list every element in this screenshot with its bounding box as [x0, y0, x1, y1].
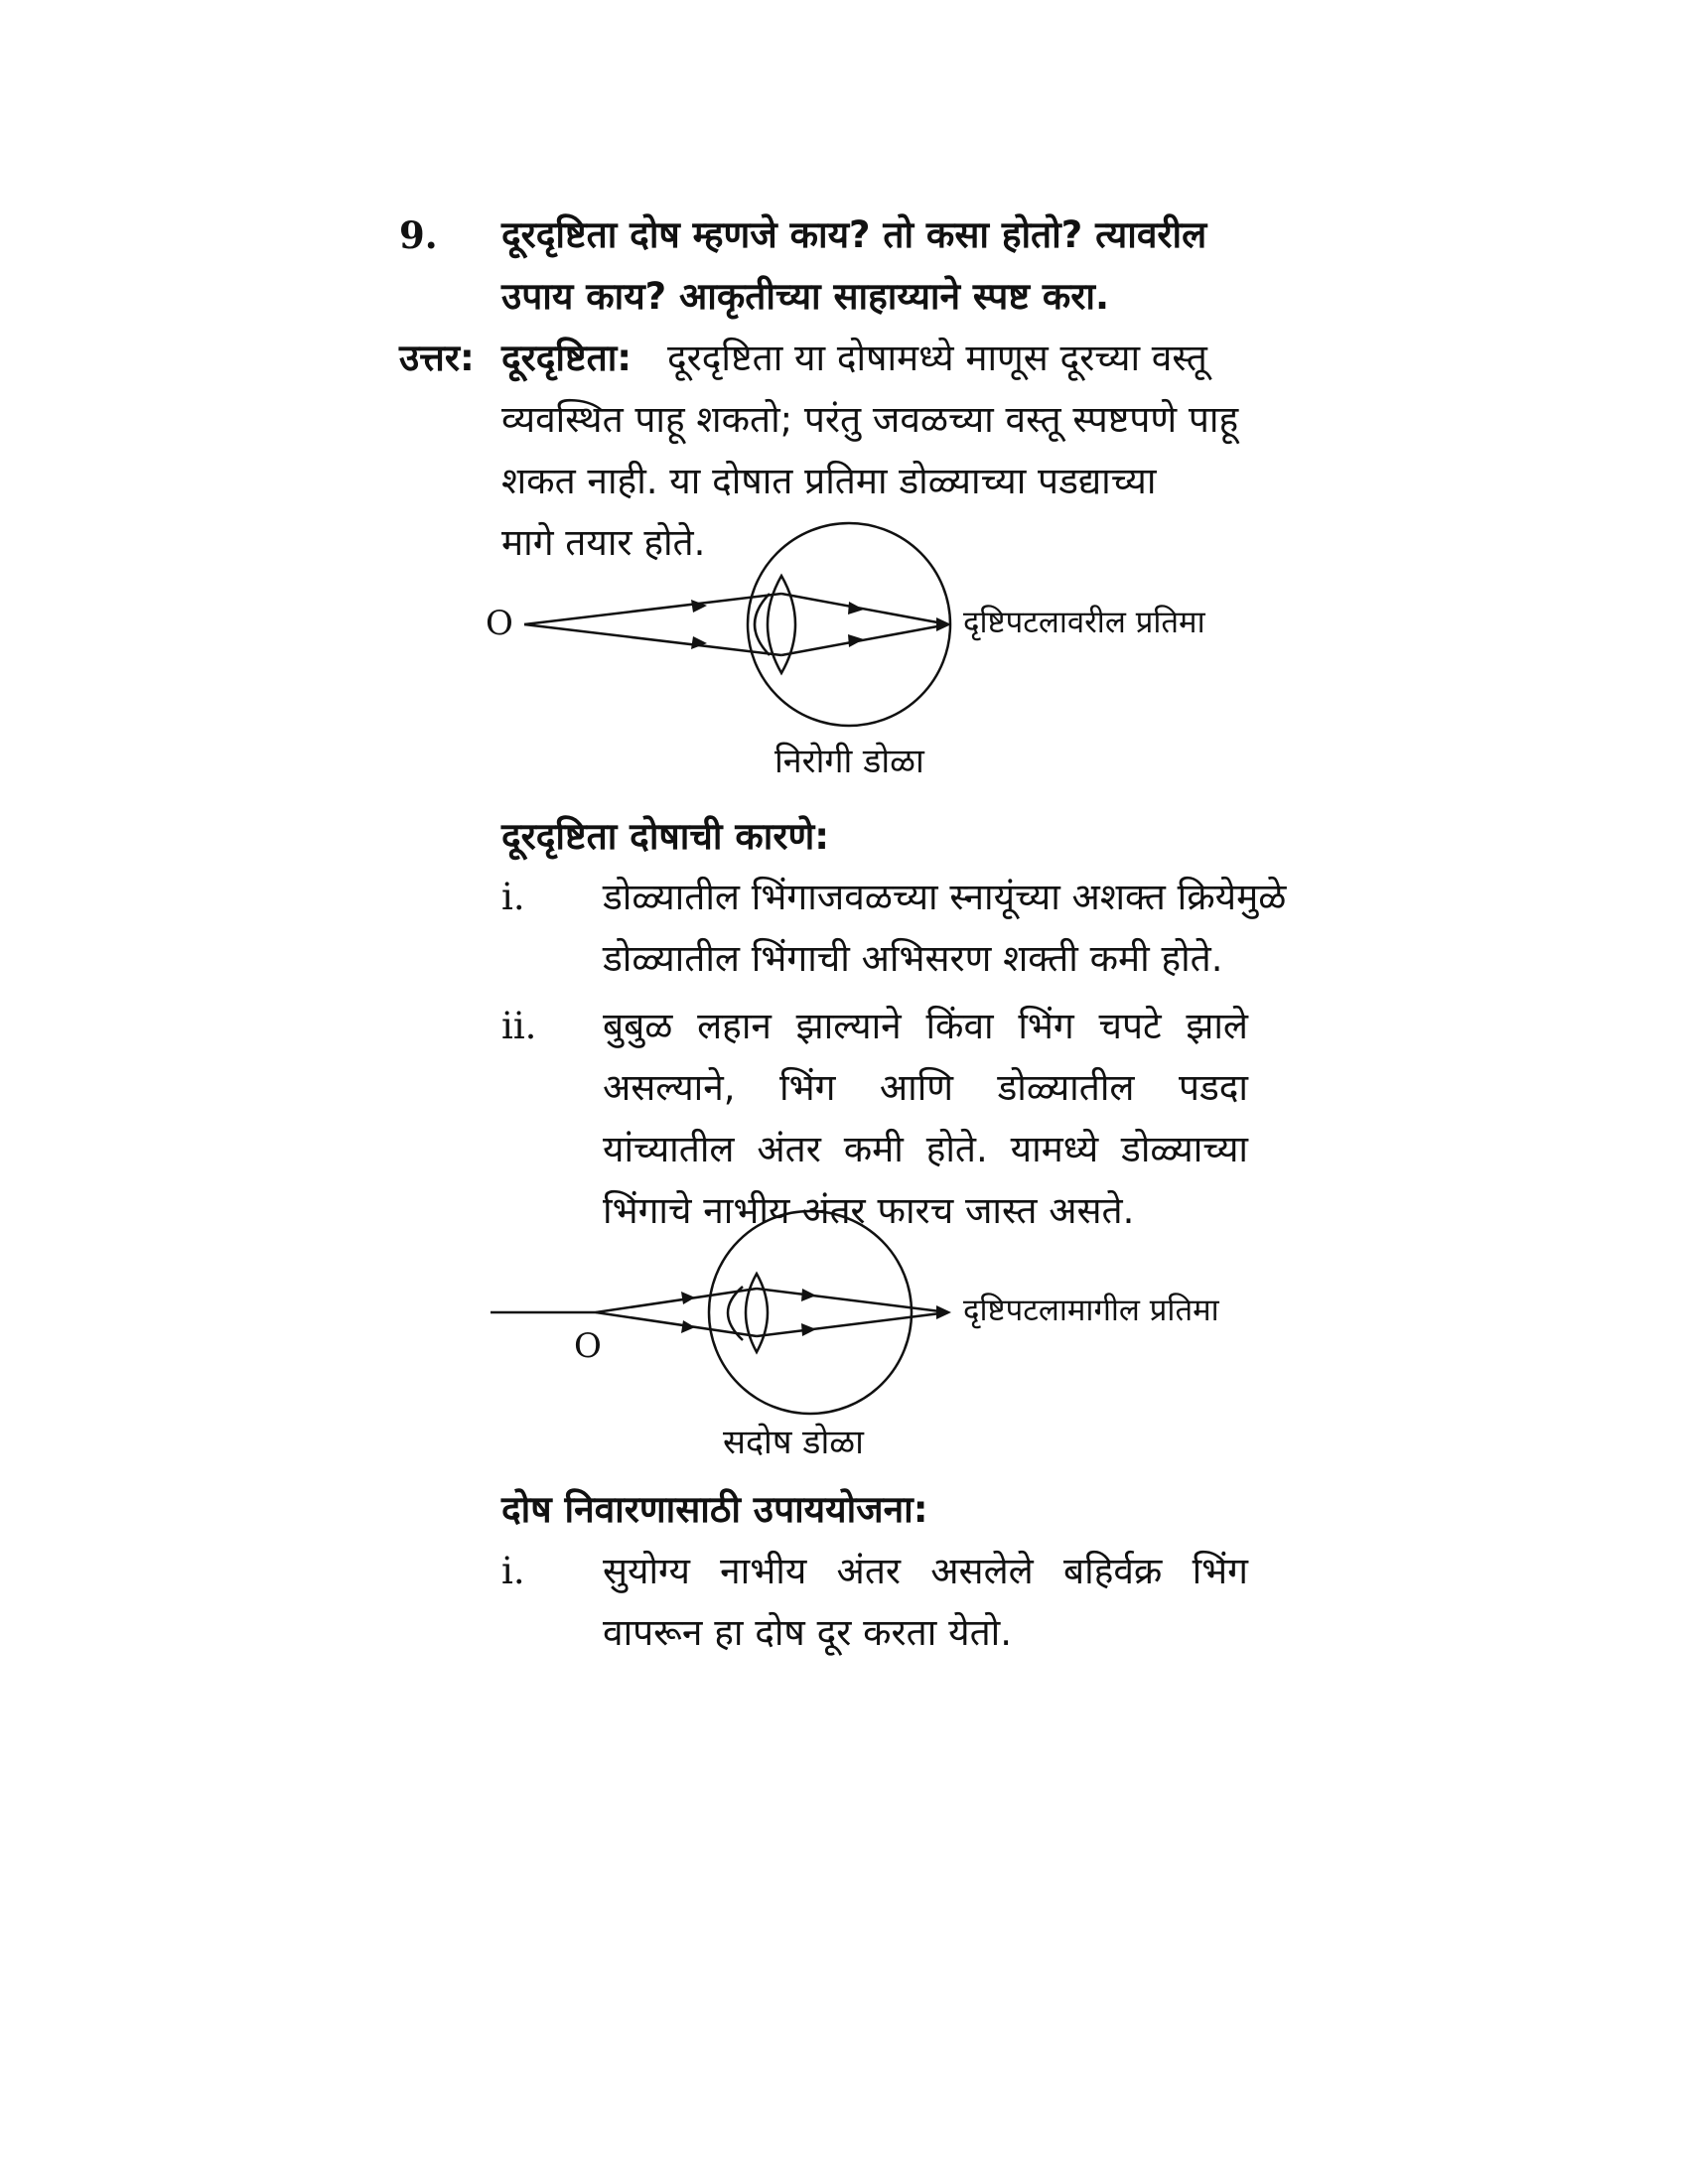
- cause-2-line-4: भिंगाचे नाभीय अंतर फारच जास्त असते.: [603, 1189, 1135, 1232]
- answer-term: दूरदृष्टिता:: [501, 337, 633, 379]
- cause-2-line-2: असल्याने, भिंग आणि डोळ्यातील पडदा: [603, 1066, 1248, 1109]
- eyeball-outline: [709, 1211, 912, 1414]
- question-line-2: उपाय काय? आकृतीच्या साहाय्याने स्पष्ट करा.: [501, 275, 1110, 318]
- arrow-head: [801, 1323, 816, 1336]
- answer-line-2: व्यवस्थित पाहू शकतो; परंतु जवळच्या वस्तू स्पष्टपणे पाहू: [501, 398, 1239, 441]
- remedy-1-line-1: सुयोग्य नाभीय अंतर असलेले बहिर्वक्र भिंग: [603, 1550, 1248, 1592]
- arrow-head: [936, 1305, 951, 1319]
- cause-1-line-2: डोळ्यातील भिंगाची अभिसरण शक्ती कमी होते.: [603, 937, 1223, 980]
- remedy-1-line-2: वापरून हा दोष दूर करता येतो.: [603, 1611, 1013, 1654]
- image-position-label: दृष्टिपटलावरील प्रतिमा: [963, 605, 1205, 640]
- object-point-label: O: [574, 1326, 602, 1366]
- list-marker: i.: [501, 1550, 525, 1592]
- image-position-label: दृष्टिपटलामागील प्रतिमा: [963, 1293, 1219, 1328]
- question-number: 9.: [399, 213, 438, 257]
- answer-line-4: मागे तयार होते.: [501, 521, 706, 564]
- list-marker: i.: [501, 876, 525, 918]
- causes-heading: दूरदृष्टिता दोषाची कारणे:: [501, 815, 830, 858]
- figure-caption: सदोष डोळा: [723, 1423, 864, 1462]
- answer-line-1: दूरदृष्टिता या दोषामध्ये माणूस दूरच्या वस्तू: [667, 337, 1207, 379]
- cause-2-line-3: यांच्यातील अंतर कमी होते. यामध्ये डोळ्याच्या: [603, 1128, 1248, 1170]
- light-ray-bottom-refracted: [757, 1312, 948, 1336]
- arrow-head: [801, 1289, 816, 1301]
- arrow-head: [681, 1320, 695, 1333]
- arrow-head: [681, 1292, 695, 1304]
- cause-1-line-1: डोळ्यातील भिंगाजवळच्या स्नायूंच्या अशक्त क्रियेमुळे: [603, 876, 1287, 918]
- question-line-1: दूरदृष्टिता दोष म्हणजे काय? तो कसा होतो? त्यावरील: [501, 213, 1207, 256]
- answer-line-3: शकत नाही. या दोषात प्रतिमा डोळ्याच्या पडद्याच्या: [501, 460, 1157, 502]
- object-point-label: O: [486, 604, 513, 643]
- list-marker: ii.: [501, 1005, 537, 1047]
- remedy-heading: दोष निवारणासाठी उपाययोजना:: [501, 1488, 928, 1531]
- answer-prefix: उत्तर:: [399, 337, 475, 379]
- light-ray-top: [596, 1289, 757, 1312]
- eye-lens: [746, 1274, 768, 1352]
- cause-2-line-1: बुबुळ लहान झाल्याने किंवा भिंग चपटे झाले: [603, 1005, 1248, 1047]
- figure-caption: निरोगी डोळा: [774, 742, 924, 781]
- light-ray-top-refracted: [757, 1289, 948, 1312]
- light-ray-bottom: [596, 1312, 757, 1336]
